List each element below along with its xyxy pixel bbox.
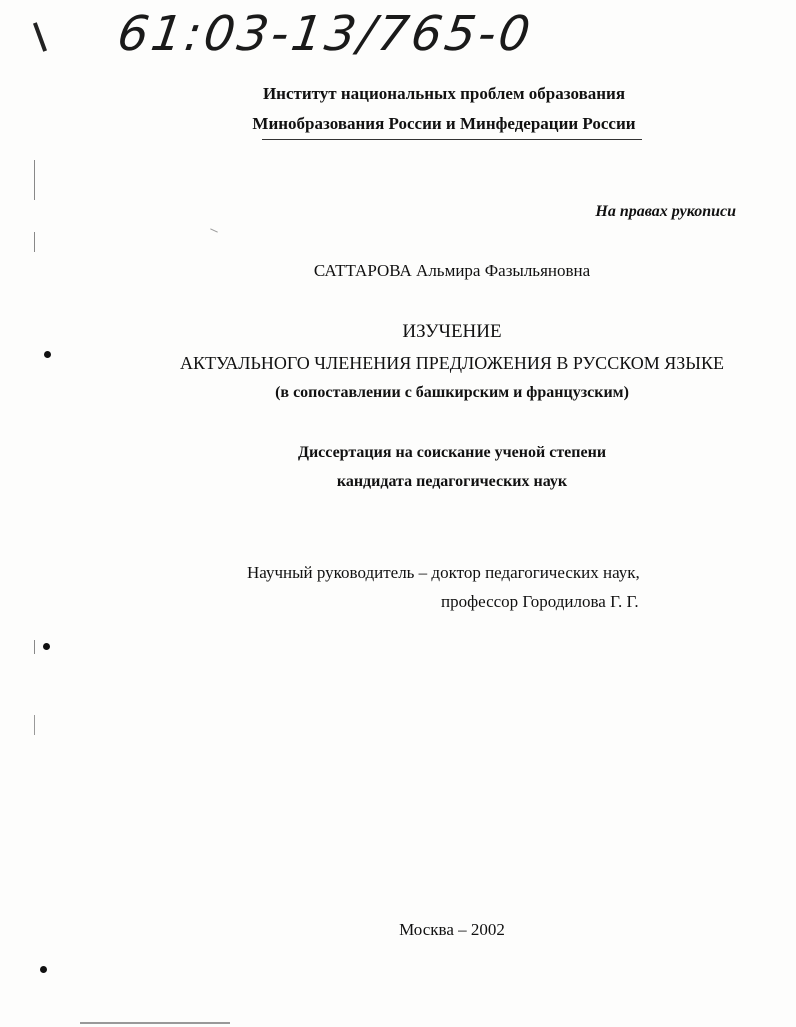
- ministry-name: Минобразования России и Минфедерации России: [252, 114, 636, 133]
- supervisor-line-2: профессор Городилова Г. Г.: [441, 592, 639, 611]
- city-year: Москва – 2002: [399, 920, 505, 939]
- scan-dot: [43, 643, 50, 650]
- institute-name: Институт национальных проблем образования: [262, 84, 626, 103]
- scan-dot: [40, 966, 47, 973]
- header-rule: [262, 139, 642, 140]
- scan-mark: [34, 160, 35, 200]
- scan-dot: [44, 351, 51, 358]
- dissertation-line-2: кандидата педагогических наук: [336, 473, 568, 490]
- supervisor-line-1: Научный руководитель – доктор педагогических наук,: [247, 563, 640, 582]
- scan-mark: [80, 1022, 230, 1024]
- rights-note: На правах рукописи: [595, 203, 736, 220]
- handwritten-archive-number: 61:03-13/765-0: [114, 6, 537, 62]
- title-line-1: ИЗУЧЕНИЕ: [402, 321, 502, 342]
- scan-mark: [33, 22, 47, 52]
- scan-mark: [34, 232, 35, 252]
- title-line-2: АКТУАЛЬНОГО ЧЛЕНЕНИЯ ПРЕДЛОЖЕНИЯ В РУССКОМ ЯЗЫКЕ: [180, 353, 724, 373]
- title-line-3: (в сопоставлении с башкирским и французским): [275, 384, 629, 401]
- scan-mark: [34, 715, 35, 735]
- scan-mark: [34, 640, 35, 654]
- author-name: САТТАРОВА Альмира Фазыльяновна: [313, 261, 591, 280]
- scan-mark: [210, 228, 218, 232]
- dissertation-line-1: Диссертация на соискание ученой степени: [297, 444, 607, 461]
